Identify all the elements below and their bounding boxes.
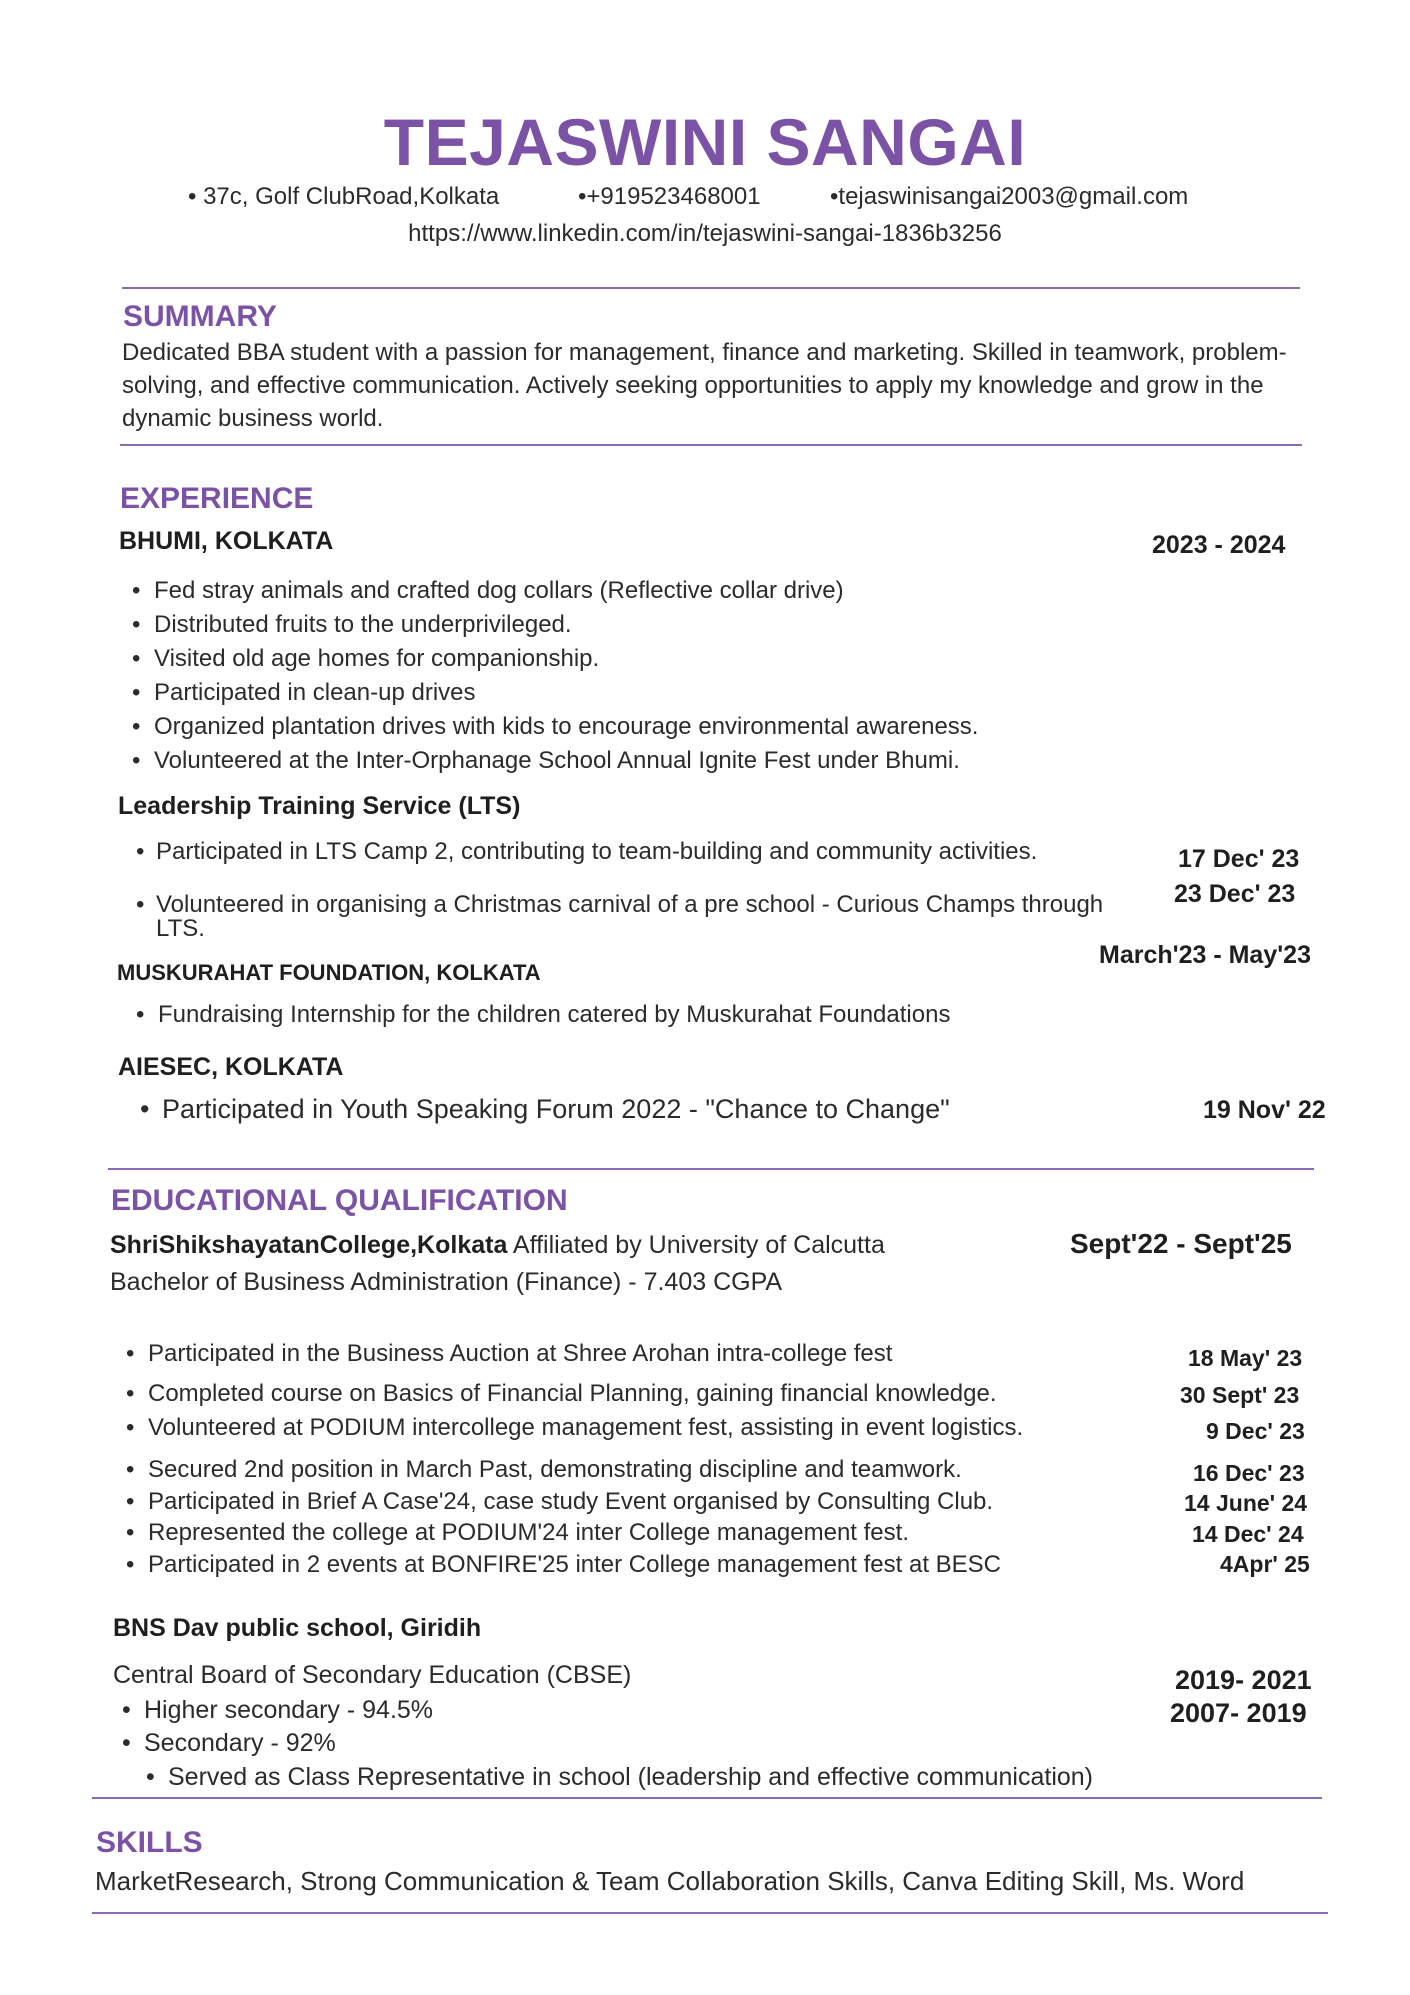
list-item: • Organized plantation drives with kids to encourage environmental awareness. <box>132 713 979 740</box>
list-item: • Distributed fruits to the underprivileged. <box>132 611 572 638</box>
bullet-icon: • <box>126 1488 135 1515</box>
list-item: • Volunteered in organising a Christmas carnival of a pre school - Curious Champs through LTS. <box>136 891 1104 942</box>
bullet-icon: • <box>132 577 141 604</box>
date-item: 14 Dec' 24 <box>1192 1521 1304 1547</box>
date-item: 9 Dec' 23 <box>1206 1418 1305 1444</box>
bullet-icon: • <box>126 1380 135 1407</box>
bullet-icon: • <box>136 838 145 865</box>
org-bhumi: BHUMI, KOLKATA <box>119 527 334 555</box>
college-affiliation: Affiliated by University of Calcutta <box>507 1231 885 1259</box>
list-item: • Participated in 2 events at BONFIRE'25 inter College management fest at BESC <box>126 1551 1002 1578</box>
bullet-icon: • <box>132 679 141 706</box>
college-line <box>110 1231 885 1260</box>
degree: Bachelor of Business Administration (Finance) - 7.403 CGPA <box>110 1268 783 1296</box>
list-item: • Represented the college at PODIUM'24 inter College management fest. <box>126 1519 909 1546</box>
list-item: • Volunteered at PODIUM intercollege management fest, assisting in event logistics. <box>126 1414 1024 1441</box>
list-item: • Participated in the Business Auction at Shree Arohan intra-college fest <box>126 1340 893 1367</box>
education-heading: EDUCATIONAL QUALIFICATION <box>111 1184 568 1217</box>
skills-text: MarketResearch, Strong Communication & Team Collaboration Skills, Canva Editing Skill, Ms. Word <box>95 1866 1245 1896</box>
divider <box>92 1797 1322 1799</box>
date-college: Sept'22 - Sept'25 <box>1070 1228 1292 1259</box>
list-item: • Participated in LTS Camp 2, contributing to team-building and community activities. <box>136 838 1038 865</box>
bullet-icon: • <box>132 713 141 740</box>
bullet-icon: • <box>122 1696 131 1724</box>
date-item: 14 June' 24 <box>1184 1490 1308 1516</box>
experience-heading: EXPERIENCE <box>120 482 314 515</box>
bullet-icon: • <box>122 1729 131 1757</box>
email: •tejaswinisangai2003@gmail.com <box>830 183 1189 210</box>
bullet-icon: • <box>126 1456 135 1483</box>
candidate-name: TEJASWINI SANGAI <box>383 105 1027 179</box>
divider <box>92 1912 1328 1914</box>
list-item: • Secured 2nd position in March Past, demonstrating discipline and teamwork. <box>126 1456 962 1483</box>
divider <box>108 1168 1314 1170</box>
date-school-2: 2007- 2019 <box>1170 1698 1307 1728</box>
list-item: • Fed stray animals and crafted dog collars (Reflective collar drive) <box>132 577 844 604</box>
date-item: 4Apr' 25 <box>1220 1551 1310 1577</box>
bullet-icon: • <box>132 747 141 774</box>
divider <box>120 444 1302 446</box>
linkedin-link[interactable]: https://www.linkedin.com/in/tejaswini-sangai-1836b3256 <box>408 220 1002 247</box>
bullet-icon: • <box>146 1763 155 1791</box>
bullet-icon: • <box>136 1001 145 1028</box>
date-muskurahat: March'23 - May'23 <box>1099 941 1311 969</box>
date-bhumi: 2023 - 2024 <box>1152 531 1286 559</box>
summary-heading: SUMMARY <box>123 300 277 333</box>
org-lts: Leadership Training Service (LTS) <box>118 792 521 820</box>
date-lts-2: 23 Dec' 23 <box>1174 880 1296 908</box>
summary-text: Dedicated BBA student with a passion for management, finance and marketing. Skilled in teamwork, problem-solving, and effective communication. Actively seeking opportunities to apply my knowledge and grow in the dynamic business world. <box>122 339 1287 432</box>
date-item: 30 Sept' 23 <box>1180 1382 1300 1408</box>
list-item: • Fundraising Internship for the children catered by Muskurahat Foundations <box>136 1001 951 1028</box>
bullet-icon: • <box>126 1551 135 1578</box>
date-aiesec: 19 Nov' 22 <box>1203 1096 1326 1124</box>
school-name: BNS Dav public school, Giridih <box>113 1614 482 1642</box>
list-item: • Participated in clean-up drives <box>132 679 476 706</box>
address: • 37c, Golf ClubRoad,Kolkata <box>188 183 500 210</box>
list-item: • Visited old age homes for companionship. <box>132 645 600 672</box>
bullet-icon: • <box>132 611 141 638</box>
phone: •+919523468001 <box>578 183 761 210</box>
divider <box>122 287 1300 289</box>
bullet-icon: • <box>140 1094 150 1124</box>
date-item: 18 May' 23 <box>1188 1345 1303 1371</box>
list-item: • Participated in Brief A Case'24, case study Event organised by Consulting Club. <box>126 1488 994 1515</box>
bullet-icon: • <box>136 891 145 918</box>
date-school-1: 2019- 2021 <box>1175 1665 1312 1695</box>
org-aiesec: AIESEC, KOLKATA <box>118 1053 344 1081</box>
bullet-icon: • <box>126 1340 135 1367</box>
school-board: Central Board of Secondary Education (CBSE) <box>113 1661 632 1689</box>
list-item: • Served as Class Representative in school (leadership and effective communication) <box>146 1763 1094 1791</box>
bullet-icon: • <box>132 645 141 672</box>
date-item: 16 Dec' 23 <box>1193 1460 1305 1486</box>
bullet-icon: • <box>126 1519 135 1546</box>
college-name: ShriShikshayatanCollege,Kolkata <box>110 1231 508 1259</box>
bullet-icon: • <box>126 1414 135 1441</box>
list-item: • Volunteered at the Inter-Orphanage School Annual Ignite Fest under Bhumi. <box>132 747 960 774</box>
skills-heading: SKILLS <box>96 1826 203 1859</box>
list-item: • Secondary - 92% <box>122 1729 336 1757</box>
list-item: • Higher secondary - 94.5% <box>122 1696 434 1724</box>
list-item: • Participated in Youth Speaking Forum 2022 - "Chance to Change" <box>140 1094 950 1124</box>
date-lts-1: 17 Dec' 23 <box>1178 845 1300 873</box>
org-muskurahat: MUSKURAHAT FOUNDATION, KOLKATA <box>117 960 541 985</box>
list-item: • Completed course on Basics of Financial Planning, gaining financial knowledge. <box>126 1380 997 1407</box>
